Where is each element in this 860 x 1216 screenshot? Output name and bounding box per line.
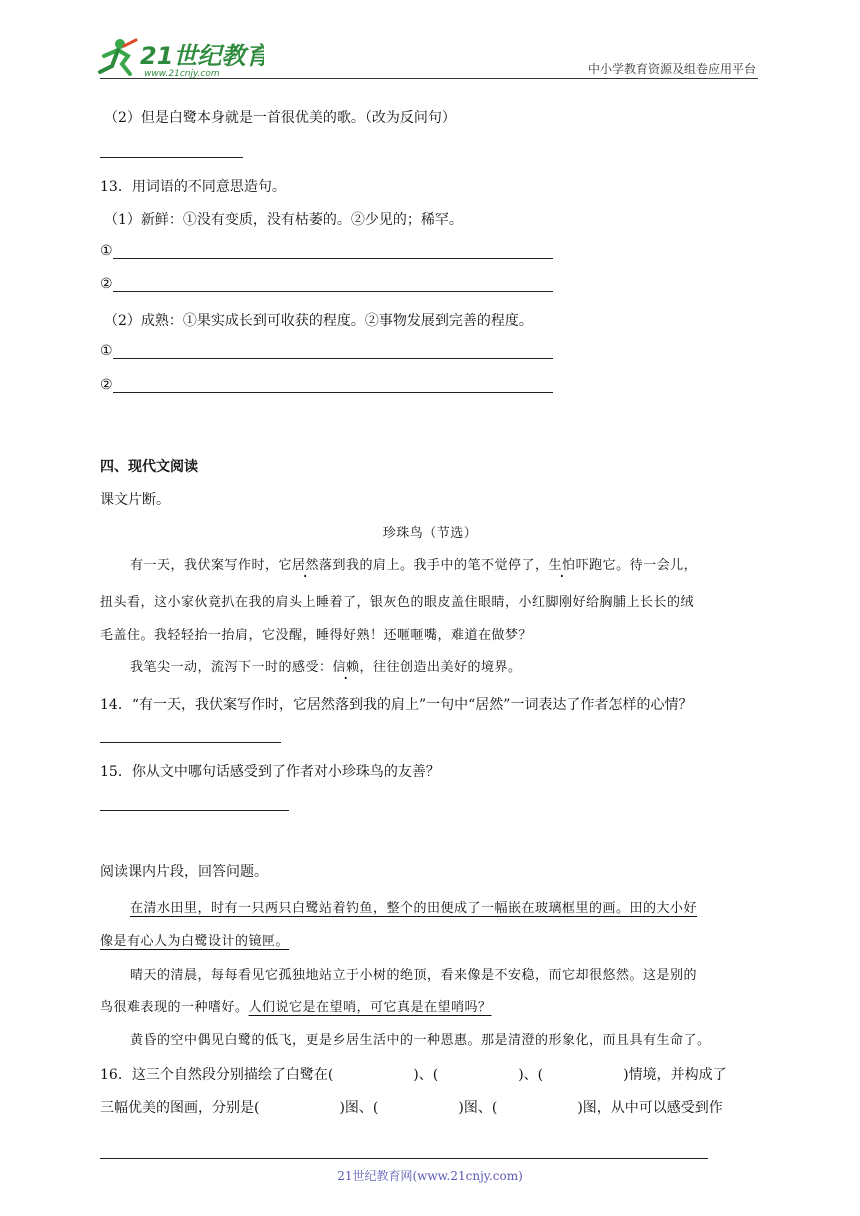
passage-line-1: 有一天，我伏案写作时，它居然落到我的肩上。我手中的笔不觉停了，生怕吓跑它。待一会儿，: [130, 558, 698, 573]
circled-2: ②: [100, 276, 113, 292]
q13-part2-answer-2[interactable]: [100, 377, 553, 393]
q15-answer-line[interactable]: [100, 795, 289, 811]
q15-text: 15．你从文中哪句话感受到了作者对小珍珠鸟的友善？: [100, 764, 440, 780]
footer-divider: [100, 1158, 708, 1159]
q13-part1-answer-1[interactable]: [100, 243, 553, 259]
circled-1: ①: [100, 343, 113, 359]
emphasis-shengpa: 生怕: [548, 558, 576, 573]
passage-title: 珍珠鸟（节选）: [382, 526, 478, 541]
passage-line-3: 毛盖住。我轻轻抬一抬肩，它没醒，睡得好熟！还咂咂嘴，难道在做梦？: [100, 628, 533, 643]
circled-1: ①: [100, 243, 113, 259]
reading2-p1-line1: 在清水田里，时有一只两只白鹭站着钓鱼，整个的田便成了一幅嵌在玻璃框里的画。田的大小好: [130, 901, 698, 916]
passage-intro: 课文片断。: [100, 492, 170, 508]
q16-line1: 16．这三个自然段分别描绘了白鹭在( )、( )、( )情境，并构成了: [100, 1067, 727, 1083]
q13-part2-answer-1[interactable]: [100, 343, 553, 359]
reading2-p2-line2: 鸟很难表现的一种嗜好。人们说它是在望哨，可它真是在望哨吗？: [100, 1000, 492, 1015]
site-logo: [94, 36, 264, 80]
footer-link[interactable]: 21世纪教育网(www.21cnjy.com): [337, 1169, 523, 1183]
logo-url: www.21cnjy.com: [144, 69, 220, 79]
section-title: 四、现代文阅读: [100, 459, 198, 475]
q14-answer-line[interactable]: [100, 727, 281, 743]
runner-logo-icon: [94, 36, 264, 80]
q12-answer-line[interactable]: [100, 142, 243, 158]
platform-name: 中小学教育资源及组卷应用平台: [587, 62, 756, 76]
circled-2: ②: [100, 377, 113, 393]
emphasis-xinlai: 信赖: [332, 660, 360, 675]
q13-part1-answer-2[interactable]: [100, 276, 553, 292]
passage-line-2: 扭头看，这小家伙竟扒在我的肩头上睡着了，银灰色的眼皮盖住眼睛，小红脚刚好给胸脯上长长的绒: [100, 595, 695, 610]
header-divider: [100, 78, 758, 79]
reading2-p2-line1: 晴天的清晨，每每看见它孤独地站立于小树的绝顶，看来像是不安稳，而它却很悠然。这是别的: [130, 968, 698, 983]
reading2-p1-line2: 像是有心人为白鹭设计的镜匣。: [100, 934, 290, 949]
q14-text: 14．“有一天，我伏案写作时，它居然落到我的肩上”一句中“居然”一词表达了作者怎样的心情？: [100, 697, 693, 713]
logo-text: 21世纪教育: [140, 42, 264, 70]
q13-title: 13．用词语的不同意思造句。: [100, 179, 286, 195]
reading2-intro: 阅读课内片段，回答问题。: [100, 864, 268, 880]
q13-part1: （1）新鲜：①没有变质，没有枯萎的。②少见的；稀罕。: [104, 212, 463, 228]
emphasis-juran: 居然: [292, 558, 320, 573]
q12-part2: （2）但是白鹭本身就是一首很优美的歌。（改为反问句）: [104, 110, 456, 126]
underlined-sentence: 人们说它是在望哨，可它真是在望哨吗？: [248, 1000, 492, 1015]
passage-line-4: 我笔尖一动，流泻下一时的感受：信赖，往往创造出美好的境界。: [130, 660, 522, 675]
q13-part2: （2）成熟：①果实成长到可收获的程度。②事物发展到完善的程度。: [104, 313, 533, 329]
reading2-p3: 黄昏的空中偶见白鹭的低飞，更是乡居生活中的一种恩惠。那是清澄的形象化，而且具有生命了。: [130, 1033, 711, 1048]
q16-line2: 三幅优美的图画，分别是( )图、( )图、( )图，从中可以感受到作: [100, 1100, 723, 1116]
